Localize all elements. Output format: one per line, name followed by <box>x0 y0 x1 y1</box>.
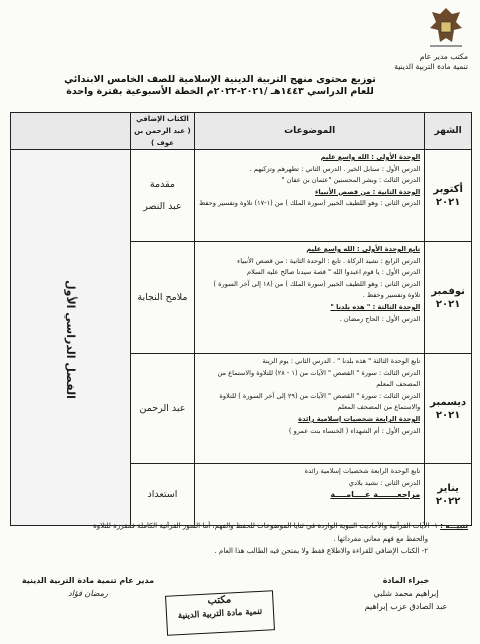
lesson-line: الدرس الأول : الحاج رمضان . <box>339 314 421 323</box>
unit-title: تابع الوحدة الأولى : الله واسع عليم <box>306 245 421 253</box>
month-year: ٢٠٢١ <box>435 409 461 421</box>
director-block <box>8 574 168 600</box>
lesson-line: تابع الوحدة الرابعة شخصيات إسلامية رائدة <box>304 467 421 475</box>
document-title <box>20 74 420 98</box>
month-cell <box>425 150 472 242</box>
month-name: نوفمبر <box>431 285 465 297</box>
unit-title: الوحدة الثانية : من قصص الأنبياء <box>315 187 421 196</box>
unit-title: الوحدة الرابعة شخصيات إسلامية رائدة <box>298 414 421 423</box>
table-row <box>11 150 472 242</box>
month-cell <box>425 354 472 464</box>
review-line: مراجعـــــــة عــــامــــة <box>330 490 421 500</box>
office-line-2: تنمية مادة التربية الدينية <box>394 62 468 71</box>
term-cell <box>11 150 131 526</box>
book-text: مقدمة <box>149 178 175 190</box>
lesson-line: الدرس الثاني : وهو اللطيف الخبير (سورة الملك ) من (١٨ إلى آخر السورة ) <box>213 279 421 288</box>
lesson-line: الدرس الثالث : سورة " القصص " الآيات من (١ - ٢٨) للتلاوة والاستماع من <box>217 368 421 377</box>
topics-cell <box>195 354 425 464</box>
notes-label: تنبيـــه : <box>440 522 468 530</box>
month-name: ديسمبر <box>430 396 467 408</box>
lesson-line: المصحف المعلم <box>376 380 421 389</box>
experts-title: خبراء المادة <box>382 576 430 585</box>
director-title: مدير عام تنمية مادة التربية الدينية <box>21 576 155 585</box>
experts-block <box>346 574 466 613</box>
lesson-line: الدرس الثاني : نشيد بلادي <box>348 478 421 487</box>
term-label: الفصل الدراسي الأول <box>63 280 77 399</box>
note-item: والحفظ مع فهم معاني مفرداتها . <box>333 534 428 543</box>
month-year: ٢٠٢١ <box>435 196 461 208</box>
lesson-line: الدرس الأول : يا قوم اعبدوا الله " قصة سيدنا صالح عليه السلام <box>246 268 421 277</box>
note-item: ١- الآيات القرآنية والأحاديث النبوية الواردة في ثنايا الموضوعات للحفظ والفهم، أما السور القرآنية الكاملة فمقررة للتلاوة <box>93 522 438 530</box>
header-book-line-2: ( عبد الرحمن بن عوف ) <box>134 127 191 147</box>
lesson-line: الدرس الثالث : وبشر المحسنين "عثمان بن عفان " <box>281 176 421 185</box>
book-text: استعداد <box>147 488 178 500</box>
book-cell <box>130 354 194 464</box>
title-line-1: توزيع محتوى منهج التربية الدينية الإسلامية للصف الخامس الابتدائي <box>64 74 376 85</box>
header-book-line-1: الكتاب الإضافي <box>136 115 189 123</box>
header-book <box>130 113 194 150</box>
month-cell <box>425 242 472 354</box>
book-cell <box>130 150 194 242</box>
title-line-2: للعام الدراسي ١٤٤٣هـ /٢٠٢١-٢٠٢٢م الخطة الأسبوعية بفترة واحدة <box>66 86 374 97</box>
ministry-eagle-logo-icon <box>426 4 466 50</box>
header-month: الشهر <box>425 113 472 150</box>
table-header-row <box>11 113 472 150</box>
unit-title: الوحدة الأولى : الله واسع عليم <box>320 153 421 161</box>
topics-cell <box>195 464 425 526</box>
lesson-line: تابع الوحدة الثالثة " هذه بلدنا " . الدرس الثاني : يوم الزينة <box>262 357 421 365</box>
notes-section <box>28 520 468 558</box>
stamp-line-1: مكتب <box>207 594 232 607</box>
book-cell <box>130 242 194 354</box>
lesson-line: الدرس الأول : سنابل الخير . الدرس الثاني : تطهرهم وتزكيهم . <box>249 164 421 173</box>
month-year: ٢٠٢٢ <box>435 495 461 507</box>
stamp-line-2: تنمية مادة التربية الدينية <box>177 606 263 622</box>
office-stamp <box>165 590 275 636</box>
header-topics: الموضوعات <box>195 113 425 150</box>
book-text: عبد الرحمن <box>139 402 186 414</box>
month-year: ٢٠٢١ <box>435 298 461 310</box>
book-text: عبد النصر <box>143 200 182 212</box>
topics-cell <box>195 150 425 242</box>
header-term-blank <box>11 113 131 150</box>
book-text: ملامح النجابة <box>137 291 188 303</box>
curriculum-table <box>10 112 472 526</box>
expert-name: إبراهيم محمد شلبي <box>373 589 439 598</box>
month-name: أكتوبر <box>433 183 463 195</box>
book-cell <box>130 464 194 526</box>
lesson-line: والاستماع من المصحف المعلم <box>337 403 421 412</box>
expert-name: عبد الصادق عزب إبراهيم <box>364 602 448 611</box>
lesson-line: الدرس الأول : أم الشهداء ( الخنساء بنت عمرو ) <box>288 426 421 435</box>
lesson-line: الدرس الثاني : وهو اللطيف الخبير (سورة الملك ) من (١-١٧) تلاوة وتفسير وحفظ <box>199 199 421 208</box>
director-signature: رمضان فؤاد <box>68 589 108 598</box>
month-cell <box>425 464 472 526</box>
month-name: يناير <box>437 482 459 494</box>
office-header <box>394 52 468 72</box>
lesson-line: تلاوة وتفسير وحفظ . <box>362 291 421 300</box>
unit-title: الوحدة الثالثة : " هذه بلدنا " <box>330 302 421 311</box>
lesson-line: الدرس الرابع : نشيد الزكاة . تابع : الوحدة الثانية : من قصص الأنبياء <box>237 256 421 265</box>
office-line-1: مكتب مدير عام <box>419 52 468 61</box>
lesson-line: الدرس الثالث : سورة " القصص " الآيات من (٢٩ إلى آخر السورة ) للتلاوة <box>219 391 421 400</box>
topics-cell <box>195 242 425 354</box>
note-item: ٢- الكتاب الإضافي للقراءة والاطلاع فقط ولا يمتحن فيه الطالب هذا العام . <box>214 547 428 555</box>
